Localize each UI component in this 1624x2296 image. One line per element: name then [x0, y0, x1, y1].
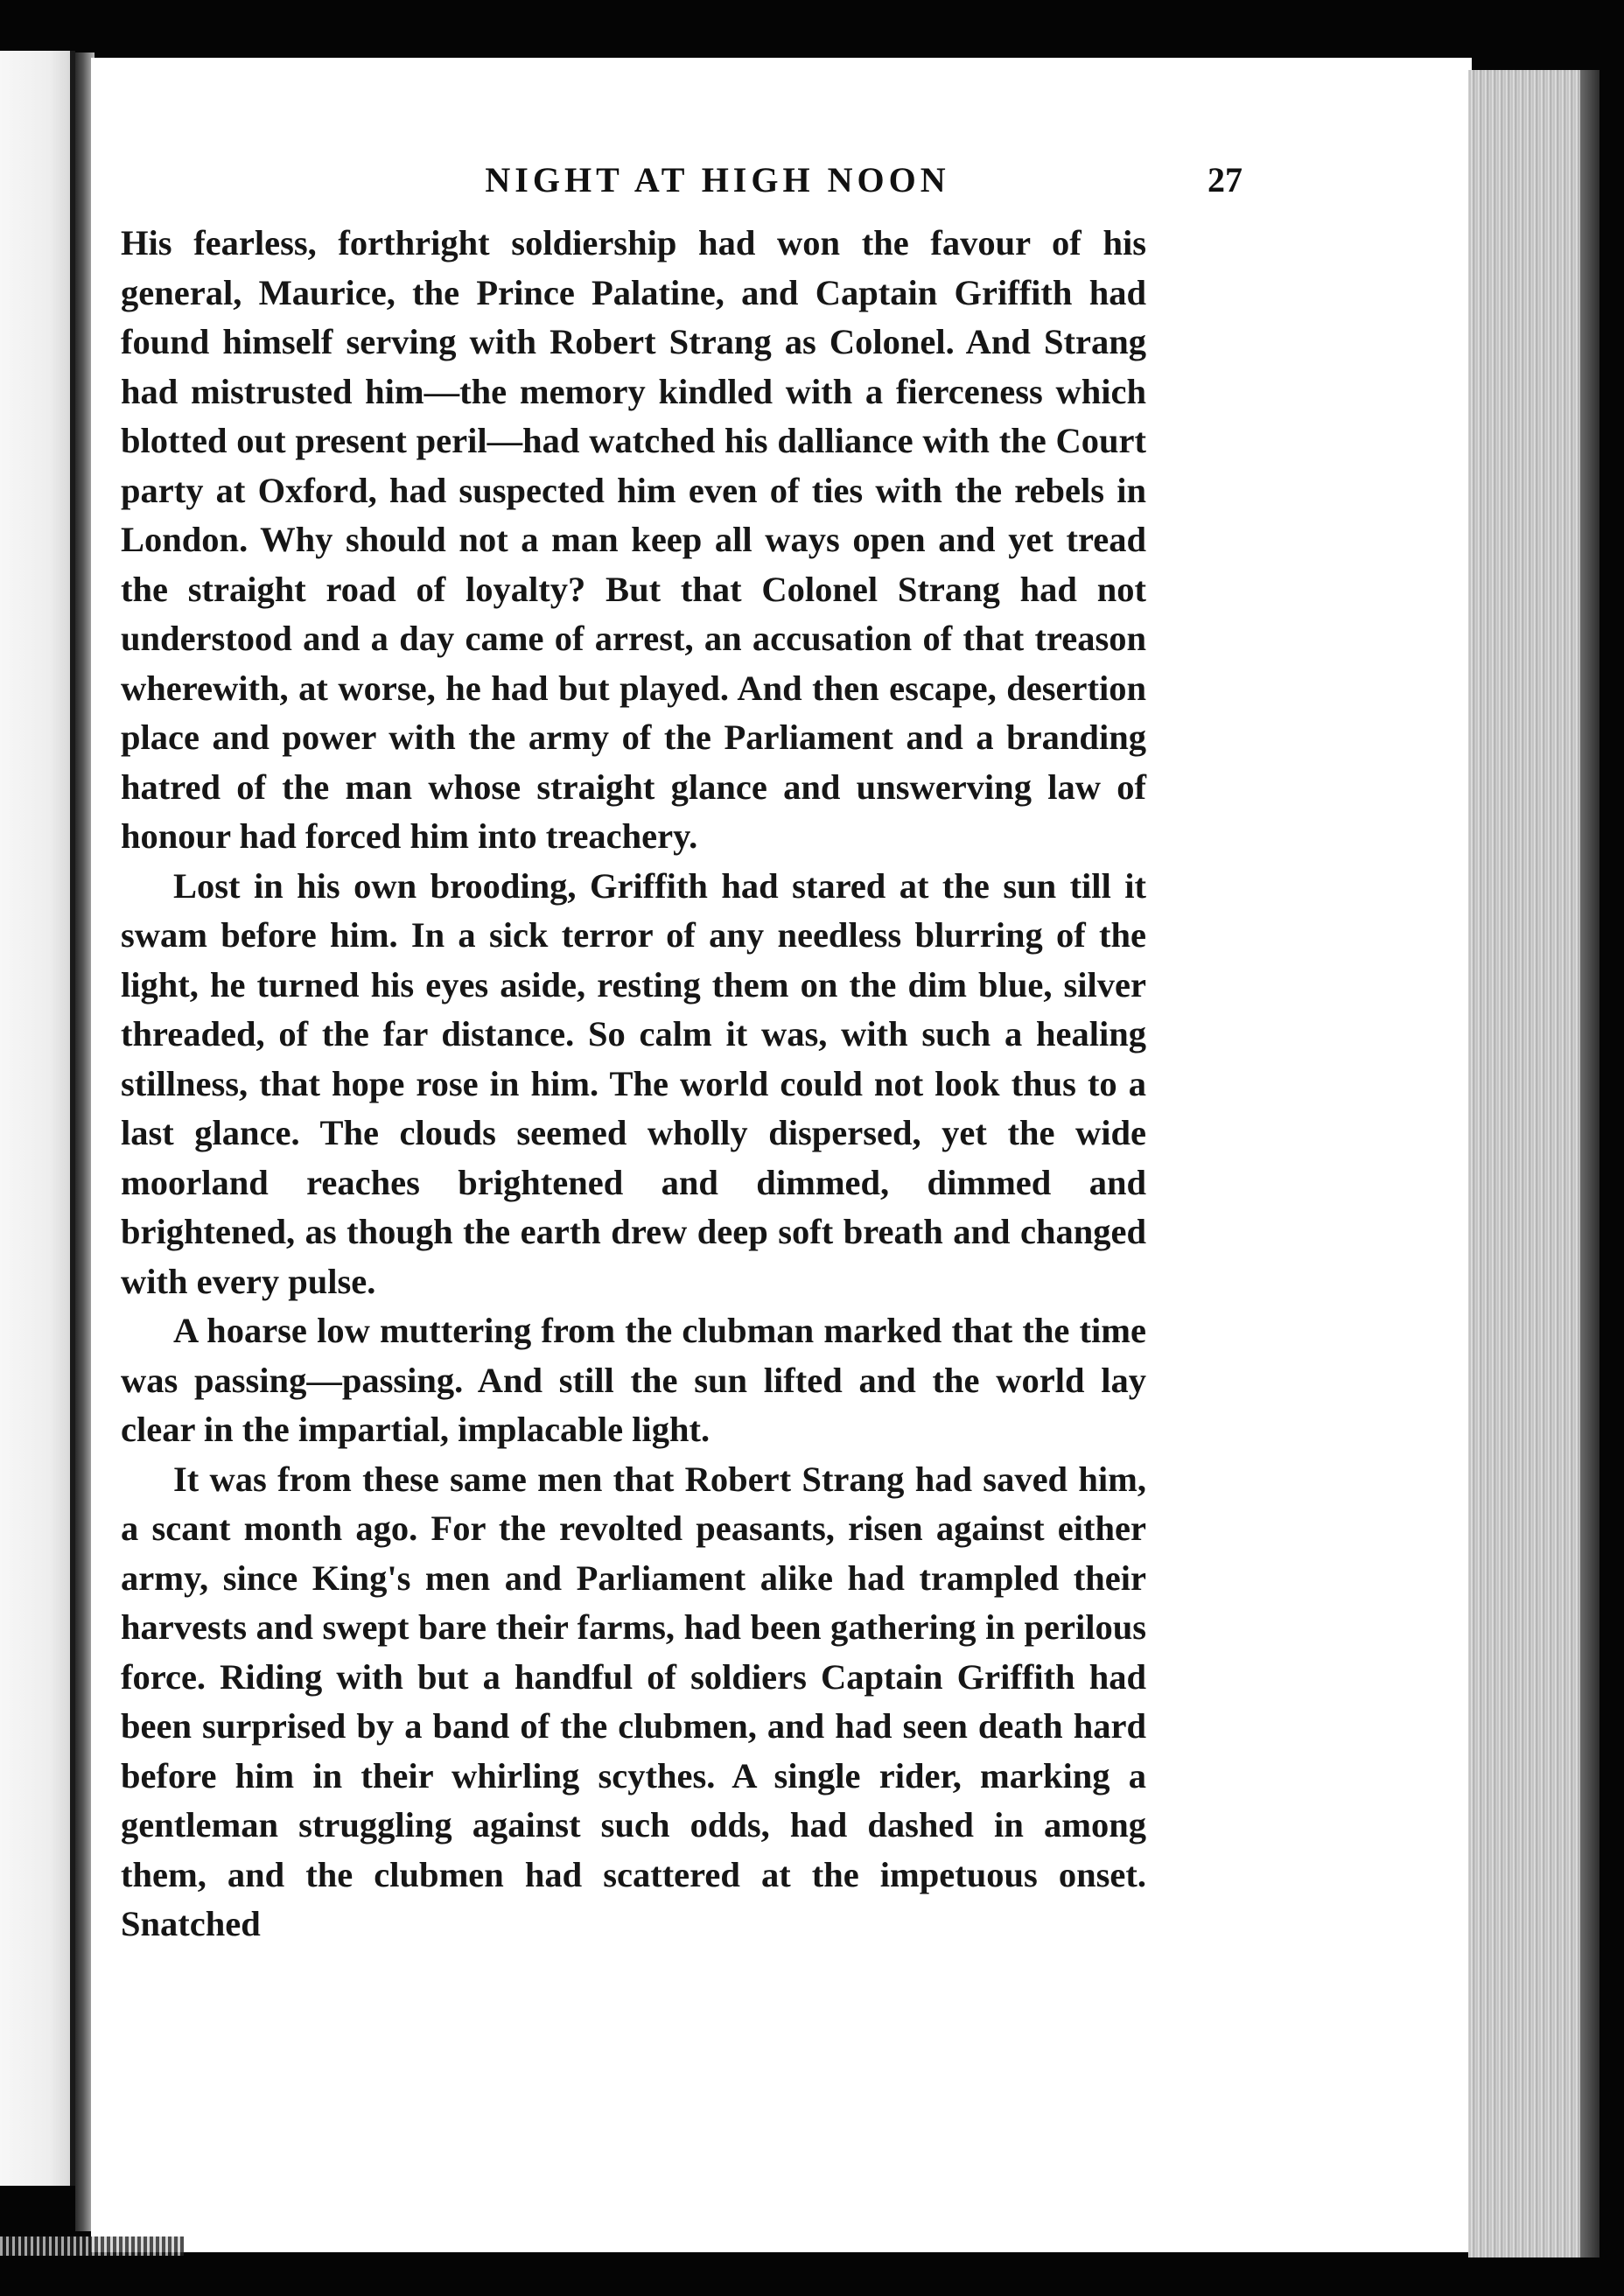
paragraph-1: His fearless, forthright soldiership had won the favour of his general, Maurice, the Prince Palatine, and Captain Griffith had found himself serving with Robert Strang as Colonel. And Strang had mistrusted him—the memory kindled with a fierceness which blotted out present peril—had watched his dalliance with the Court party at Oxford, had suspected him even of ties with the rebels in London. Why should not a man keep all ways open and yet tread the straight road of loyalty? But that Colonel Strang had not understood and a day came of arrest, an accusation of that treason wherewith, at worse, he had but played. And then escape, desertion place and power with the army of the Parliament and a branding hatred of the man whose straight glance and unswerving law of honour had forced him into treachery. [121, 223, 1146, 856]
running-head [122, 159, 1242, 200]
paragraph-2: Lost in his own brooding, Griffith had stared at the sun till it swam before him. In a sick terror of any needless blurring of the light, he turned his eyes aside, resting them on the dim blue, silver threaded, of the far distance. So calm it was, with such a healing stillness, that hope rose in him. The world could not look thus to a last glance. The clouds seemed wholly dispersed, yet the wide moorland reaches brightened and dimmed, dimmed and brightened, as though the earth drew deep soft breath and changed with every pulse. [121, 865, 1146, 1301]
book-cover-edge [1580, 70, 1600, 2258]
running-title: NIGHT AT HIGH NOON [485, 160, 950, 200]
paragraph-4: It was from these same men that Robert Strang had saved him, a scant month ago. For the revolted peasants, risen against either army, since King's men and Parliament alike had trampled their harvests and swept bare their farms, had been gathering in perilous force. Riding with but a handful of soldiers Captain Griffith had been surprised by a band of the clubmen, and had seen death hard before him in their whirling scythes. A single rider, marking a gentleman struggling against such odds, had dashed in among them, and the clubmen had scattered at the impetuous onset. Snatched [121, 1459, 1146, 1943]
facing-page-edge [0, 51, 75, 2186]
page-number: 27 [1208, 160, 1242, 200]
body-text [121, 219, 1146, 1950]
scan-ruler [0, 2236, 184, 2256]
paragraph-3: A hoarse low muttering from the clubman marked that the time was passing—passing. And still the sun lifted and the world lay clear in the impartial, implacable light. [121, 1311, 1146, 1449]
